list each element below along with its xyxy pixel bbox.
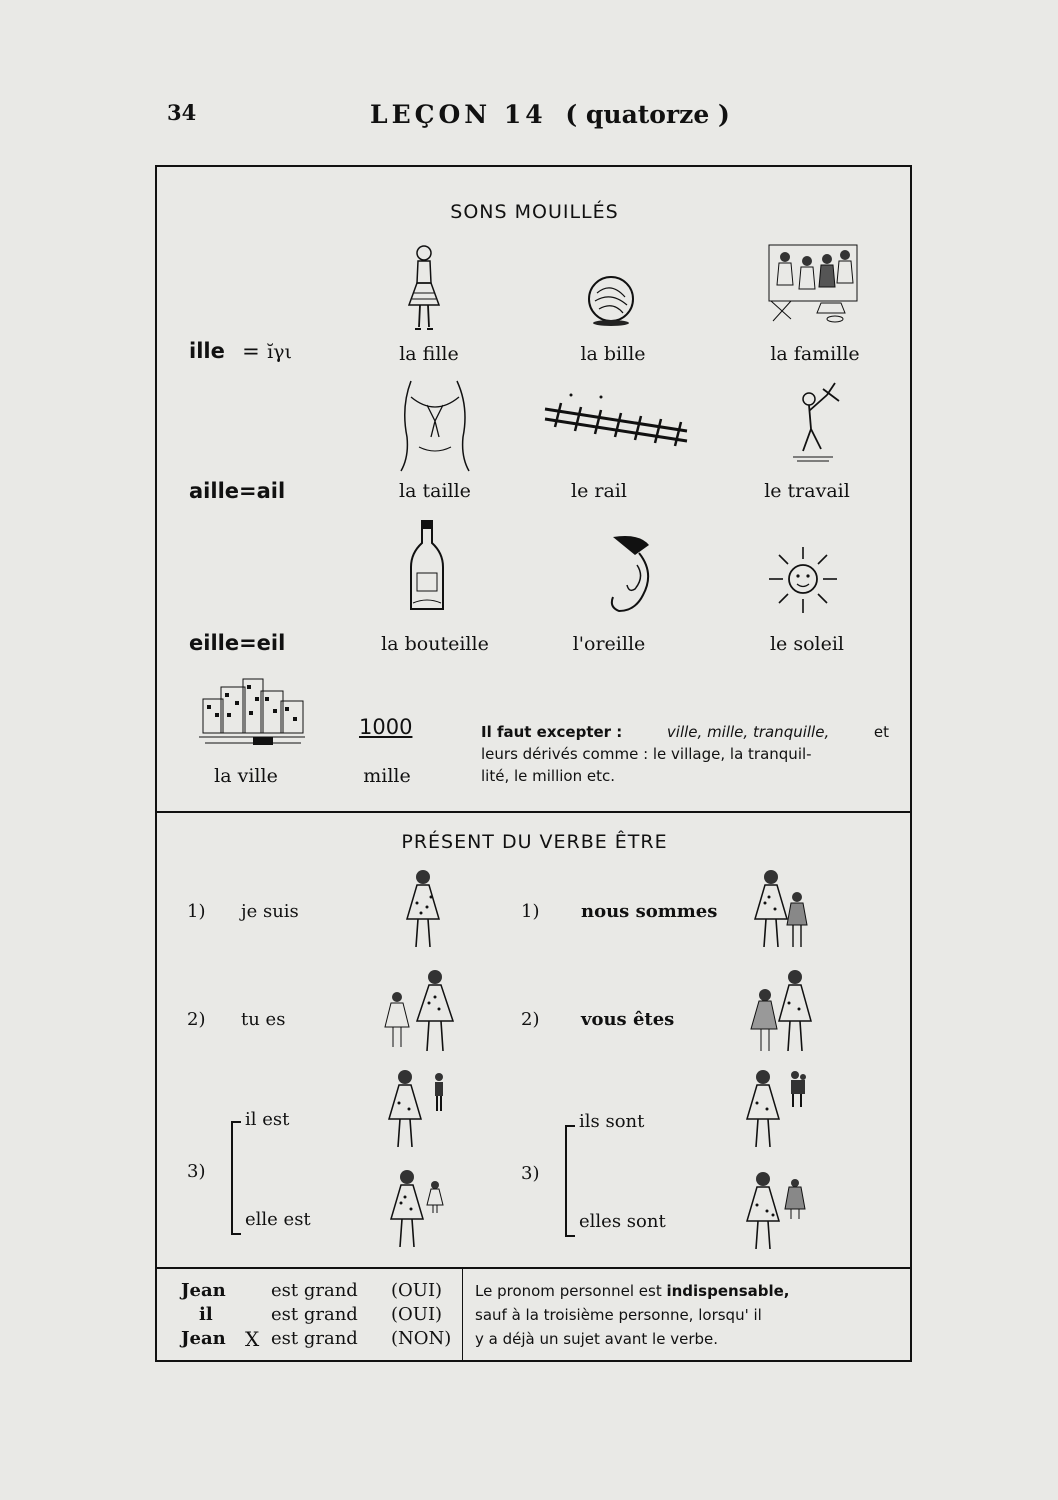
girl-doll-elle-icon [389,1167,451,1251]
rule-aille: aille=ail [189,479,286,503]
word-le-soleil: le soleil [769,633,845,655]
conj-right-3-num: 3) [521,1163,540,1184]
conj-left-2-num: 2) [187,1009,206,1030]
pronoun-note-line-1 [475,1279,895,1303]
section-divider [157,811,912,813]
word-la-bille: la bille [580,343,646,365]
girl-boys-ils-icon [745,1067,809,1153]
family-icon [761,241,861,325]
rule-ille-phonetic: ĭγι [267,341,292,363]
rule-ille-text: ille [189,339,225,363]
pronoun-note-line-3: y a déjà un sujet avant le verbe. [475,1330,719,1348]
lesson-frame [155,165,912,1362]
conj-right-2-num: 2) [521,1009,540,1030]
rail-icon [541,389,691,451]
example-line-2 [177,1303,457,1327]
exceptions-note-line-1 [481,721,889,743]
girl-je-icon [403,867,443,953]
conj-il-est: il est [245,1109,290,1130]
girls-tu-icon [383,967,463,1057]
word-la-fille: la fille [399,343,459,365]
lesson-title-sub: ( quatorze ) [565,100,730,129]
word-le-travail: le travail [764,480,850,502]
rule-eille: eille=eil [189,631,286,655]
word-la-famille: la famille [770,343,860,365]
example-line-1 [177,1279,457,1303]
pronoun-note-line-2: sauf à la troisième personne, lorsqu' il [475,1306,762,1324]
word-le-rail: le rail [571,480,627,502]
conj-left-3-num: 3) [187,1161,206,1182]
sun-icon [763,543,843,623]
example-1-verb: est grand [271,1280,358,1301]
word-loreille: l'oreille [572,633,646,655]
conj-vous-etes: vous êtes [581,1009,675,1030]
bottom-column-divider [462,1268,463,1362]
exceptions-note-italic: ville, mille, tranquille, [666,723,830,741]
example-3-struck-pronoun: X [245,1327,260,1351]
mille-number: 1000 [359,715,413,739]
exceptions-note-line-2: leurs dérivés comme : le village, la tranquil- [481,745,812,763]
rule-ille [189,339,292,363]
word-la-taille: la taille [399,480,471,502]
brace-left [231,1121,241,1235]
girls-vous-icon [745,967,815,1057]
word-la-bouteille: la bouteille [381,633,489,655]
conj-elle-est: elle est [245,1209,311,1230]
girl-icon [404,243,444,333]
example-1-verdict: (OUI) [391,1280,443,1301]
lesson-title-main: LEÇON 14 [370,100,547,129]
conj-ils-sont: ils sont [579,1111,645,1132]
rule-ille-eq: = [242,339,260,363]
bottle-icon [407,517,447,617]
lesson-title [370,100,730,129]
example-line-3 [177,1327,457,1351]
example-2-verb: est grand [271,1304,358,1325]
word-la-ville: la ville [214,765,278,787]
pronoun-note-1a: Le pronom personnel est [475,1282,662,1300]
example-3-verdict: (NON) [391,1328,452,1349]
sons-title: SONS MOUILLÉS [450,201,619,223]
conj-nous-sommes: nous sommes [581,901,718,922]
girl-dolls-elles-icon [745,1169,809,1255]
verbe-title: PRÉSENT DU VERBE ÊTRE [401,831,668,853]
conj-elles-sont: elles sont [579,1211,666,1232]
conj-tu-es: tu es [241,1009,286,1030]
conj-left-1-num: 1) [187,901,206,922]
girl-boy-il-icon [387,1067,451,1151]
example-3-verb: est grand [271,1328,358,1349]
exceptions-note-lead: Il faut excepter : [481,723,623,741]
exceptions-note [481,721,889,787]
example-2-subject: il [199,1304,213,1325]
page-number: 34 [167,100,197,125]
girls-nous-icon [753,867,809,953]
waist-icon [397,377,473,473]
example-1-subject: Jean [181,1280,226,1301]
worker-icon [783,379,843,465]
marble-icon [583,273,639,327]
conj-right-1-num: 1) [521,901,540,922]
bottom-divider [157,1267,912,1269]
pronoun-note-1b: indispensable, [666,1282,790,1300]
conj-je-suis: je suis [241,901,299,922]
brace-right [565,1125,575,1237]
word-mille: mille [363,765,411,787]
example-2-verdict: (OUI) [391,1304,443,1325]
city-icon [197,673,309,751]
pronoun-note [475,1279,895,1351]
exceptions-note-line-3: lité, le million etc. [481,767,616,785]
jean-examples [177,1279,457,1351]
ear-icon [599,533,659,617]
exceptions-note-et: et [873,723,889,741]
example-3-subject: Jean [181,1328,226,1349]
